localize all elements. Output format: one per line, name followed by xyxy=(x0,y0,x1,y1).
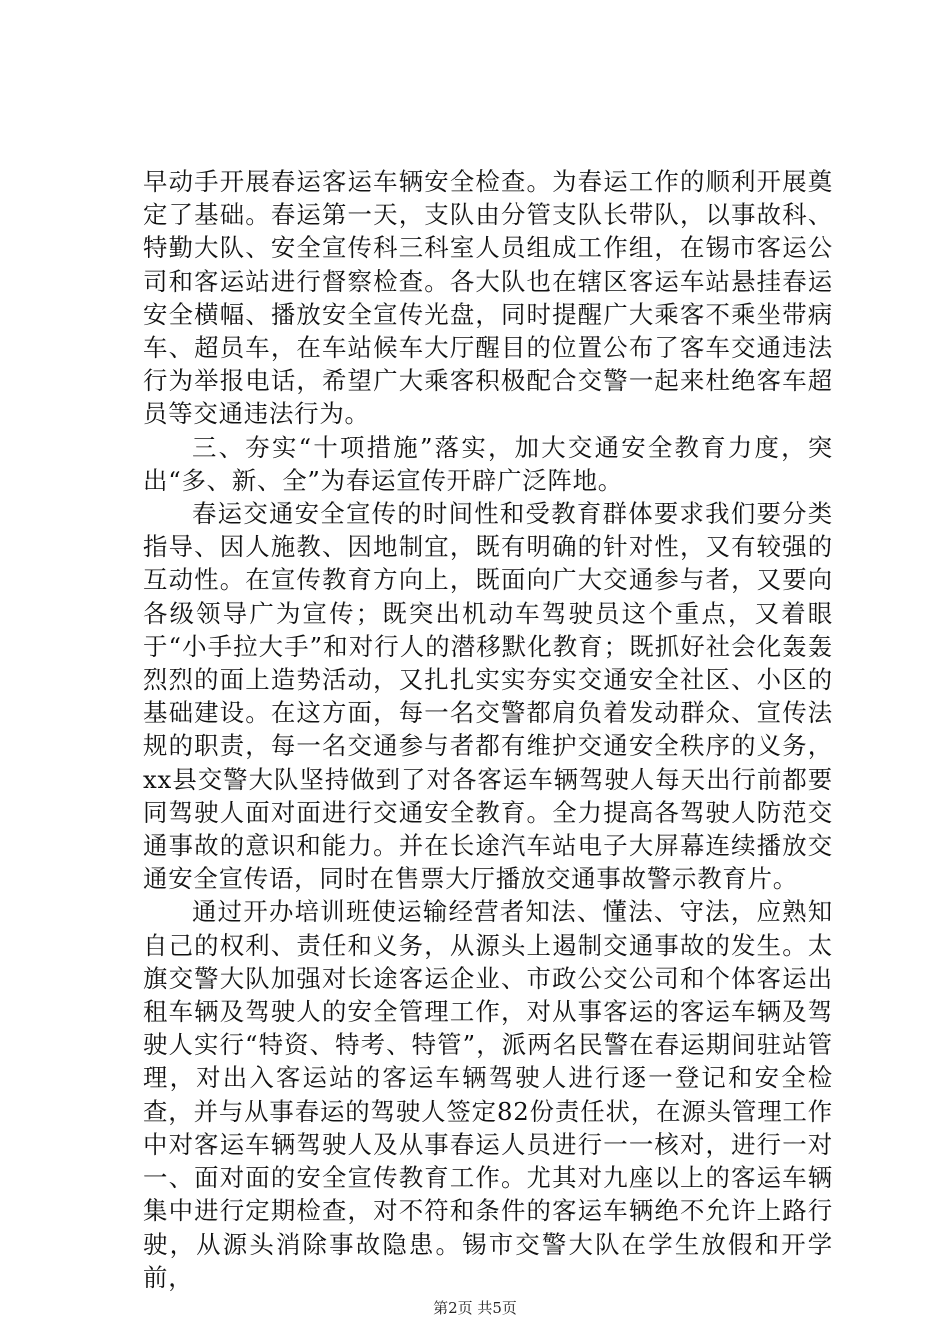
paragraph-3: 春运交通安全宣传的时间性和受教育群体要求我们要分类指导、因人施教、因地制宜，既有明确的针对性，又有较强的互动性。在宣传教育方向上，既面向广大交通参与者，又要向各级领导广为宣传；既突出机动车驾驶员这个重点，又着眼于“小手拉大手”和对行人的潜移默化教育；既抓好社会化轰轰烈烈的面上造势活动，又扎扎实实夯实交通安全社区、小区的基础建设。在这方面，每一名交警都肩负着发动群众、宣传法规的职责，每一名交通参与者都有维护交通安全秩序的义务，xx县交警大队坚持做到了对各客运车辆驾驶人每天出行前都要同驾驶人面对面进行交通安全教育。全力提高各驾驶人防范交通事故的意识和能力。并在长途汽车站电子大屏幕连续播放交通安全宣传语，同时在售票大厅播放交通事故警示教育片。 xyxy=(143,499,833,894)
paragraph-2-section-heading: 三、夯实“十项措施”落实，加大交通安全教育力度，突出“多、新、全”为春运宣传开辟广泛阵地。 xyxy=(143,432,833,495)
page-number-footer: 第2页 共5页 xyxy=(433,1299,517,1317)
paragraph-4: 通过开办培训班使运输经营者知法、懂法、守法，应熟知自己的权利、责任和义务，从源头上遏制交通事故的发生。太旗交警大队加强对长途客运企业、市政公交公司和个体客运出租车辆及驾驶人的安全管理工作，对从事客运的客运车辆及驾驶人实行“特资、特考、特管”，派两名民警在春运期间驻站管理，对出入客运站的客运车辆驾驶人进行逐一登记和安全检查，并与从事春运的驾驶人签定82份责任状，在源头管理工作中对客运车辆驾驶人及从事春运人员进行一一核对，进行一对一、面对面的安全宣传教育工作。尤其对九座以上的客运车辆集中进行定期检查，对不符和条件的客运车辆绝不允许上路行驶，从源头消除事故隐患。锡市交警大队在学生放假和开学前， xyxy=(143,897,833,1292)
document-body xyxy=(143,165,833,1294)
paragraph-1: 早动手开展春运客运车辆安全检查。为春运工作的顺利开展奠定了基础。春运第一天，支队由分管支队长带队，以事故科、特勤大队、安全宣传科三科室人员组成工作组，在锡市客运公司和客运站进行督察检查。各大队也在辖区客运车站悬挂春运安全横幅、播放安全宣传光盘，同时提醒广大乘客不乘坐带病车、超员车，在车站候车大厅醒目的位置公布了客车交通违法行为举报电话，希望广大乘客积极配合交警一起来杜绝客车超员等交通违法行为。 xyxy=(143,167,833,429)
